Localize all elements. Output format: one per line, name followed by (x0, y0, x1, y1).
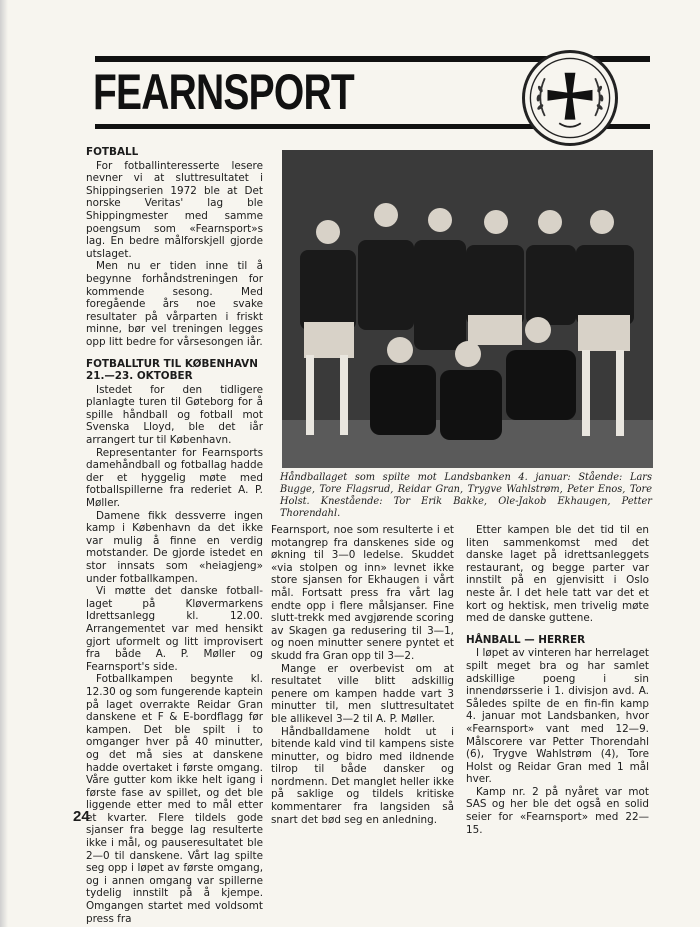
paragraph: Damene fikk dessverre ingen kamp i København da det ikke var mulig å finne en verdig motstander. De gjorde istedet en stor innsats som «heiagjeng» under fotballkampen. (86, 509, 263, 585)
paragraph: Vi møtte det danske fotball-laget på Kløvermarkens Idrettsanlegg kl. 12.00. Arrangementet var med hensikt gjort uformelt og litt improvisert fra både A. P. Møller og Fearnsport's side. (86, 585, 263, 673)
heading-fotballtur: FOTBALLTUR TIL KØBENHAVN (86, 357, 258, 370)
masthead-title: FEARNSPORT (93, 64, 354, 120)
paragraph: Men nu er tiden inne til å begynne forhåndstreningen for kommende sesong. Med foregående års noe svake resultater på vårparten i friskt minne, bør vel treningen legges opp litt bedre for vårsesongen iår. (86, 260, 263, 348)
cross-laurel-emblem-icon (522, 50, 618, 146)
heading-fotballtur-dates: 21.—23. OKTOBER (86, 370, 193, 383)
paragraph: Håndballdamene holdt ut i bitende kald vind til kampens siste minutter, og bidro med ildnende tilrop til både dansker og nordmenn. Det manglet heller ikke på saklige og tildels kritiske kommentarer fra langsiden så snart det bød seg en anledning. (271, 725, 454, 826)
binding-shadow (0, 0, 8, 927)
photo-caption: Håndballaget som spilte mot Landsbanken 4. januar: Stående: Lars Bugge, Tore Flagsrud, Reidar Gran, Trygve Wahlstrøm, Peter Enos, Tore Holst. Knestående: Tor Erik Bakke, Ole-Jakob Ekhaugen, Petter Thorendahl. (280, 472, 652, 519)
heading-handball-herrer: HÅNBALL — HERRER (466, 633, 586, 646)
column-left (86, 146, 263, 925)
paragraph: For fotballinteresserte lesere nevner vi at sluttresultatet i Shippingserien 1972 ble at Det norske Veritas' lag ble Shippingmester med samme poengsum som «Fearnsport»s lag. En bedre målforskjell gjorde utslaget. (86, 159, 263, 260)
paragraph: Representanter for Fearnsports damehåndball og fotballag hadde der et hyggelig møte med fotballspillerne fra rederiet A. P. Møller. (86, 446, 263, 510)
paragraph: Etter kampen ble det tid til en liten sammenkomst med det danske laget på idrettsanleggets restaurant, og begge parter var innstilt på en gjenvisitt i Oslo neste år. I det hele tatt var det et kort og hektisk, men trivelig møte med de danske guttene. (466, 524, 649, 625)
paragraph: Istedet for den tidligere planlagte turen til Gøteborg for å spille håndball og fotball mot Svenska Lloyd, ble det iår arrangert tur til København. (86, 383, 263, 447)
page-number: 24 (73, 808, 90, 825)
paragraph: Kamp nr. 2 på nyåret var mot SAS og her ble det også en solid seier for «Fearnsport» med 22—15. (466, 785, 649, 836)
team-photo (282, 150, 653, 468)
column-right (466, 524, 649, 836)
paragraph: I løpet av vinteren har herrelaget spilt meget bra og har samlet adskillige poeng i sin innendørsserie i 1. divisjon avd. A. Således spilte de en fin-fin kamp 4. januar mot Landsbanken, hvor «Fearnsport» vant med 12—9. Målscorere var Petter Thorendahl (6), Trygve Wahlstrøm (4), Tore Holst og Reidar Gran med 1 mål hver. (466, 647, 649, 786)
paragraph: Fotballkampen begynte kl. 12.30 og som fungerende kaptein på laget overrakte Reidar Gran danskene et F & E-bordflagg før kampen. Det ble spilt i to omganger hver på 40 minutter, og det må sies at danskene hadde overtaket i første omgang. Våre gutter kom ikke helt igang i første fase av spillet, og det ble liggende etter med to mål etter et kvarter. Flere tildels gode sjanser fra begge lag resulterte ikke i mål, og pauseresultatet ble 2—0 til danskene. Vårt lag spilte seg opp i løpet av første omgang, og i annen omgang var spillerne tydelig innstilt på å kjempe. Omgangen startet med voldsomt press fra (86, 673, 263, 925)
paragraph: Fearnsport, noe som resulterte i et motangrep fra danskenes side og økning til 3—0 ledelse. Skuddet «via stolpen og inn» levnet ikke store sjansen for Ekhaugen i vårt mål. Fortsatt press fra vårt lag endte opp i flere målsjanser. Fine slutt-trekk med avgjørende scoring av Skagen ga redusering til 3—1, og noen minutter senere pyntet et skudd fra Gran opp til 3—2. (271, 524, 454, 662)
heading-fotball: FOTBALL (86, 146, 139, 158)
paragraph: Mange er overbevist om at resultatet ville blitt adskillig penere om kampen hadde vart 3 minutter til, men sluttresultatet ble allikevel 3—2 til A. P. Møller. (271, 662, 454, 725)
column-middle (271, 524, 454, 826)
